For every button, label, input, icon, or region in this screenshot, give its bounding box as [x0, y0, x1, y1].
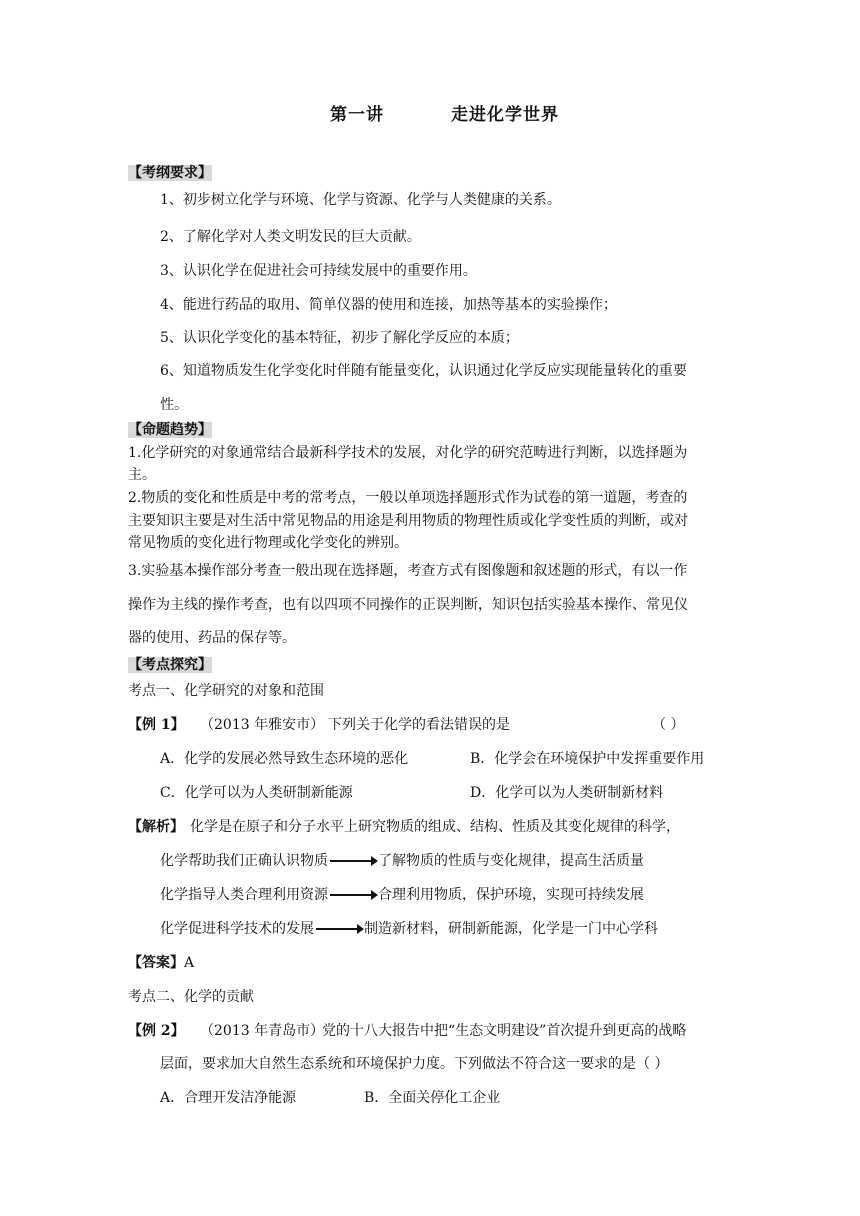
syllabus-item: 2、了解化学对人类文明发民的巨大贡献。	[160, 229, 421, 245]
example-2-label: 【例 2】	[128, 1023, 185, 1039]
analysis-row	[160, 886, 644, 904]
point-one-heading: 考点一、化学研究的对象和范围	[128, 683, 324, 699]
analysis-row	[160, 852, 644, 870]
example-2-line1: 党的十八大报告中把“生态文明建设”首次提升到更高的战略	[322, 1023, 687, 1039]
example-1-option-b: B．化学会在环境保护中发挥重要作用	[470, 751, 705, 767]
example-1-question: 下列关于化学的看法错误的是	[328, 717, 510, 733]
explore-header: 【考点探究】	[128, 657, 212, 673]
analysis-row-right: 制造新材料，研制新能源，化学是一门中心学科	[364, 921, 658, 937]
example-1-option-c: C．化学可以为人类研制新能源	[160, 785, 353, 801]
analysis-label: 【解析】	[128, 819, 184, 835]
trend-line: 主要知识主要是对生活中常见物品的用途是利用物质的物理性质或化学变性质的判断，或对	[128, 513, 688, 529]
syllabus-item: 5、认识化学变化的基本特征，初步了解化学反应的本质；	[160, 330, 519, 346]
analysis-row-left: 化学指导人类合理利用资源	[160, 887, 328, 903]
answer	[128, 954, 194, 972]
answer-value: A	[184, 955, 195, 971]
analysis-row-left: 化学帮助我们正确认识物质	[160, 853, 328, 869]
example-2-source: （2013 年青岛市）	[200, 1023, 325, 1039]
syllabus-item: 性。	[160, 397, 188, 413]
example-1-option-d: D．化学可以为人类研制新材料	[470, 785, 664, 801]
trend-line: 器的使用、药品的保存等。	[128, 630, 296, 646]
example-2-line2: 层面，要求加大自然生态系统和环境保护力度。下列做法不符合这一要求的是（ ）	[160, 1056, 669, 1072]
syllabus-item: 3、认识化学在促进社会可持续发展中的重要作用。	[160, 263, 477, 279]
syllabus-item: 4、能进行药品的取用、简单仪器的使用和连接，加热等基本的实验操作；	[160, 297, 617, 313]
right-arrow-icon	[330, 894, 376, 896]
point-two-heading: 考点二、化学的贡献	[128, 989, 254, 1005]
page-title-part1: 第一讲	[330, 105, 384, 125]
page-title-part2: 走进化学世界	[451, 105, 559, 125]
trend-line: 1.化学研究的对象通常结合最新科学技术的发展，对化学的研究范畴进行判断，以选择题为	[128, 445, 688, 461]
trend-header: 【命题趋势】	[128, 422, 212, 438]
trend-line: 3.实验基本操作部分考查一般出现在选择题，考查方式有图像题和叙述题的形式，有以一作	[128, 563, 688, 579]
analysis-row-right: 合理利用物质，保护环境，实现可持续发展	[378, 887, 644, 903]
example-2-option-b: B．全面关停化工企业	[364, 1090, 501, 1106]
analysis-row-right: 了解物质的性质与变化规律，提高生活质量	[378, 853, 644, 869]
trend-line: 2.物质的变化和性质是中考的常考点，一般以单项选择题形式作为试卷的第一道题，考查的	[128, 490, 688, 506]
analysis-row-left: 化学促进科学技术的发展	[160, 921, 314, 937]
syllabus-item: 1、初步树立化学与环境、化学与资源、化学与人类健康的关系。	[160, 192, 561, 208]
right-arrow-icon	[330, 860, 376, 862]
right-arrow-icon	[316, 928, 362, 930]
example-1-source: （2013 年雅安市）	[200, 717, 325, 733]
analysis-row	[160, 920, 658, 938]
trend-line: 主。	[128, 467, 156, 483]
analysis-text: 化学是在原子和分子水平上研究物质的组成、结构、性质及其变化规律的科学，	[190, 819, 680, 835]
example-1-label: 【例 1】	[128, 717, 185, 733]
example-1-option-a: A．化学的发展必然导致生态环境的恶化	[160, 751, 409, 767]
answer-label: 【答案】	[128, 955, 184, 971]
example-1-paren: （ ）	[652, 717, 685, 733]
trend-line: 常见物质的变化进行物理或化学变化的辨别。	[128, 535, 408, 551]
syllabus-header: 【考纲要求】	[128, 165, 212, 181]
example-2-option-a: A．合理开发洁净能源	[160, 1090, 297, 1106]
trend-line: 操作为主线的操作考查，也有以四项不同操作的正误判断，知识包括实验基本操作、常见仪	[128, 597, 688, 613]
syllabus-item: 6、知道物质发生化学变化时伴随有能量变化，认识通过化学反应实现能量转化的重要	[160, 363, 687, 379]
